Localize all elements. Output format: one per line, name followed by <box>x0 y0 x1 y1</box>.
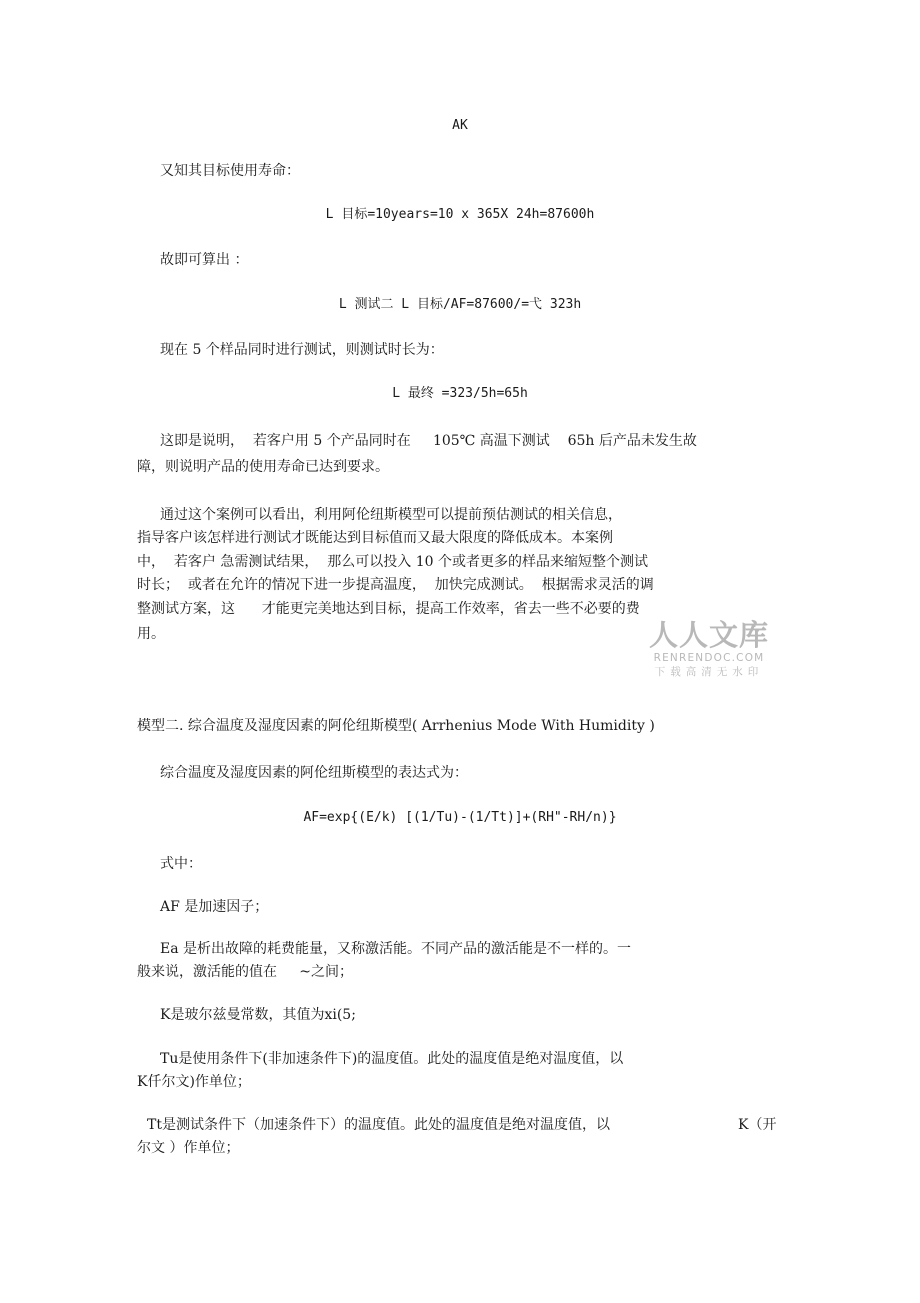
paragraph-line: 通过这个案例可以看出，利用阿伦纽斯模型可以提前预估测试的相关信息， <box>160 507 622 523</box>
paragraph-line: 用。 <box>137 626 165 642</box>
paragraph-line: 中， 若客户 急需测试结果， 那么可以投入 10 个或者更多的样品来缩短整个测试 <box>137 554 648 570</box>
paragraph-line: 障，则说明产品的使用寿命已达到要求。 <box>137 459 389 475</box>
formula-test-life: L 测试二 L 目标/AF=87600/=弋 323h <box>338 297 582 312</box>
text-line: 故即可算出 ： <box>160 252 249 268</box>
definition-tu-cont: K仟尔文)作单位； <box>137 1074 251 1090</box>
watermark-slogan: 下载高清无水印 <box>654 666 764 678</box>
formula-af-humidity: AF=exp{(E/k) [(1/Tu)-(1/Tt)]+(RH"-RH/n)} <box>303 810 617 825</box>
paragraph-line: 时长； 或者在允许的情况下进一步提高温度， 加快完成测试。 根据需求灵活的调 <box>137 577 654 593</box>
watermark-logo <box>644 618 774 679</box>
definition-tt-unit: K（开 <box>738 1117 777 1133</box>
definition-k: K是玻尔兹曼常数，其值为xi(5; <box>160 1007 356 1023</box>
formula-heading-ak: AK <box>452 118 468 133</box>
paragraph-line: 这即是说明， 若客户用 5 个产品同时在 105℃ 高温下测试 65h 后产品未发生故 <box>160 433 697 449</box>
definition-tu: Tu是使用条件下(非加速条件下)的温度值。此处的温度值是绝对温度值，以 <box>160 1051 624 1067</box>
text-line: 现在 5 个样品同时进行测试，则测试时长为： <box>160 342 444 358</box>
paragraph-line: 指导客户该怎样进行测试才既能达到目标值而又最大限度的降低成本。本案例 <box>137 530 613 546</box>
definition-ea-cont: 般来说，激活能的值在 ~之间； <box>137 964 353 980</box>
text-line: 综合温度及湿度因素的阿伦纽斯模型的表达式为： <box>160 765 468 781</box>
formula-final-life: L 最终 =323/5h=65h <box>392 386 528 401</box>
text-line: 又知其目标使用寿命： <box>160 163 300 179</box>
text-line: 式中： <box>160 856 202 872</box>
formula-target-life: L 目标=10years=10 x 365X 24h=87600h <box>325 207 595 222</box>
section-heading-model-two: 模型二. 综合温度及湿度因素的阿伦纽斯模型( Arrhenius Mode With Humidity ) <box>137 718 655 734</box>
watermark-site: RENRENDOC.COM <box>653 652 765 664</box>
watermark-title: 人人文库 <box>648 618 769 652</box>
definition-af: AF 是加速因子； <box>160 899 269 915</box>
paragraph-line: 整测试方案，这 才能更完美地达到目标，提高工作效率，省去一些不必要的费 <box>137 601 640 617</box>
definition-ea: Ea 是析出故障的耗费能量，又称激活能。不同产品的激活能是不一样的。一 <box>160 941 632 957</box>
definition-tt-cont: 尔文 ）作单位； <box>137 1140 240 1156</box>
definition-tt: Tt是测试条件下（加速条件下）的温度值。此处的温度值是绝对温度值，以 <box>147 1117 610 1133</box>
